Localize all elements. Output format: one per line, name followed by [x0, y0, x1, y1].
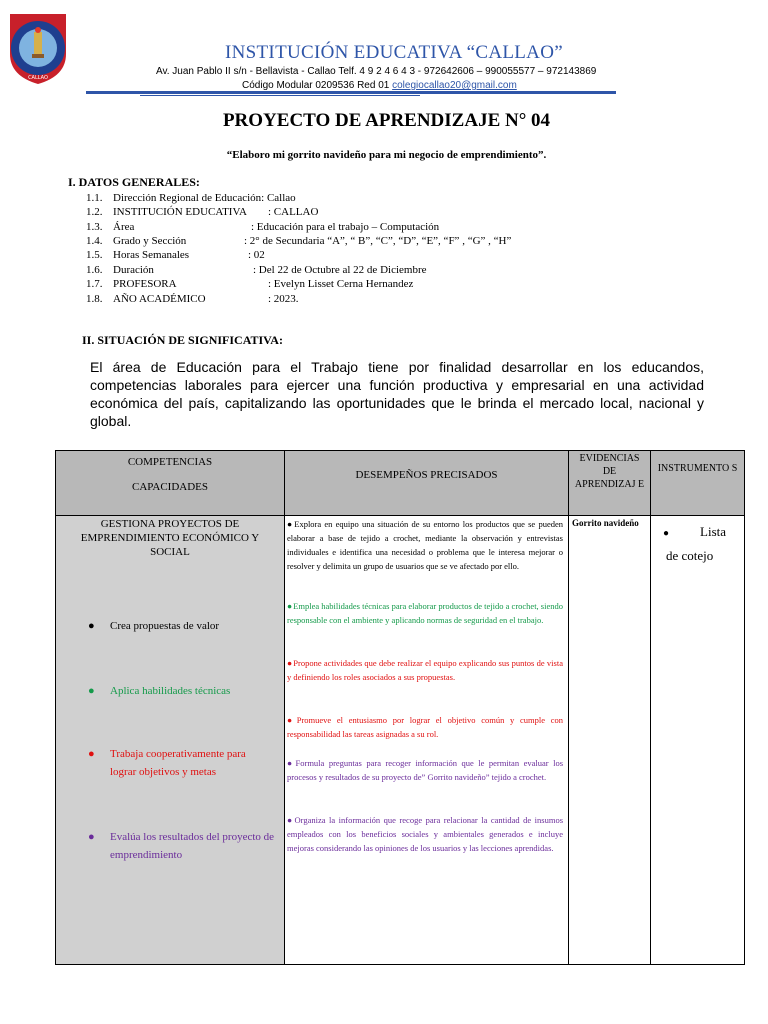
instrumento-cell — [651, 516, 745, 965]
header-evidencias-cell — [569, 451, 651, 516]
header-competencias: COMPETENCIAS — [127, 456, 213, 468]
instrumento-text: ● Lista de cotejo — [663, 524, 727, 563]
modular-code: Código Modular 0209536 Red 01 — [242, 80, 390, 91]
evidencia-cell — [569, 516, 651, 965]
competencias-table — [55, 450, 745, 965]
header-evidencias: EVIDENCIAS DE APRENDIZAJ E — [574, 453, 645, 490]
header-divider — [86, 91, 616, 94]
school-name: INSTITUCIÓN EDUCATIVA “CALLAO” — [225, 42, 563, 63]
desempeno-item: ●Promueve el entusiasmo por lograr el objetivo común y cumple con responsabilidad las tareas asignadas a su rol. — [287, 715, 564, 739]
email-link[interactable]: colegiocallao20@gmail.com — [392, 80, 517, 91]
competencia-title: GESTIONA PROYECTOS DE EMPRENDIMIENTO ECONÓMICO Y SOCIAL — [80, 518, 260, 558]
desempeno-item: ●Explora en equipo una situación de su entorno los productos que se pueden elaborar a base de tejido a crochet, mediante la observación y entrevistas individuales e identifica una necesidad o problema que le interesa mejorar o resolver y delimita un grupo de usuarios que se ve afectado por ello. — [287, 519, 563, 571]
header-divider-thin — [140, 95, 420, 96]
situacion-paragraph: El área de Educación para el Trabajo tiene por finalidad desarrollar en los educandos, competencias laborales para ejercer una función productiva y empresarial en una actividad económica del país, capitalizando las oportunidades que le brinda el mercado local, nacional y global. — [90, 359, 704, 429]
capacidad-item: ● Crea propuestas de valor — [88, 620, 220, 632]
capacidad-item: ● Aplica habilidades técnicas — [88, 685, 231, 697]
page-subtitle: “Elaboro mi gorrito navideño para mi negocio de emprendimiento”. — [226, 149, 547, 161]
header-desempenos-cell — [285, 451, 569, 516]
header-instrumentos-cell — [651, 451, 745, 516]
section-datos-generales-heading: I. DATOS GENERALES: — [68, 175, 200, 189]
capacidad-item: ● Trabaja cooperativamente para lograr objetivos y metas — [88, 748, 246, 778]
desempeno-item: ●Emplea habilidades técnicas para elaborar productos de tejido a crochet, siendo responsable con el ambiente y aplicando normas de seguridad en el trabajo. — [287, 601, 564, 625]
school-address: Av. Juan Pablo II s/n - Bellavista - Callao Telf. 4 9 2 4 6 4 3 - 972642606 – 990055577 – 972143869 — [156, 66, 597, 77]
bullet-icon: ● — [663, 528, 670, 539]
desempeno-item: ●Organiza la información que recoge para relacionar la cantidad de insumos empleados con los beneficios sociales y ambientales generados e incluye mejoras considerando las opiniones de los usuarios y las lecciones aprendidas. — [287, 815, 563, 853]
header-desempenos: DESEMPEÑOS PRECISADOS — [355, 469, 498, 481]
header-competencias-capacidades — [56, 451, 285, 516]
desempeno-item: ●Formula preguntas para recoger información que le permitan evaluar los procesos y resultados de su proyecto de” Gorrito navideño” tejido a crochet. — [287, 758, 564, 782]
modular-code-line — [242, 80, 517, 91]
header-capacidades: CAPACIDADES — [131, 481, 208, 493]
capacidad-item: ● Evalúa los resultados del proyecto de emprendimiento — [88, 831, 275, 861]
desempenos-cell — [285, 516, 569, 965]
competencia-cell — [56, 516, 285, 965]
evidencia-text: Gorrito navideño — [572, 518, 639, 528]
desempeno-item: ●Propone actividades que debe realizar el equipo explicando sus puntos de vista y definiendo los roles asociados a sus propuestas. — [287, 658, 563, 682]
svg-text:CALLAO: CALLAO — [28, 75, 48, 81]
header-instrumentos: INSTRUMENTO S — [657, 463, 738, 474]
section-situacion-heading: II. SITUACIÓN DE SIGNIFICATIVA: — [82, 333, 283, 347]
page-title: PROYECTO DE APRENDIZAJE N° 04 — [222, 110, 551, 131]
